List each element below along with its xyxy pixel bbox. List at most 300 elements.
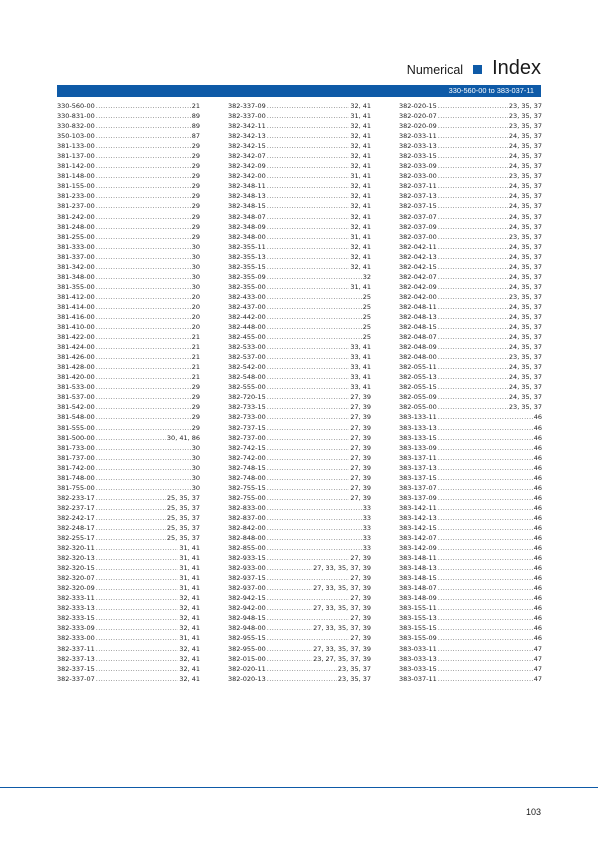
page-references: 21 [191,102,200,110]
dot-leader [267,201,350,211]
index-entry [57,563,200,573]
dot-leader [267,312,362,322]
part-number: 382-448-00 [228,323,266,332]
index-entry [399,513,542,523]
index-entry [399,171,542,181]
page-references: 32, 41 [350,212,371,221]
dot-leader [96,282,191,292]
part-number: 382-348-07 [228,212,266,221]
dot-leader [96,292,191,302]
index-entry [228,101,371,111]
index-entry [399,402,542,412]
page-references: 46 [533,604,542,613]
page-references: 32, 41 [350,182,371,191]
index-entry [57,453,200,463]
index-entry [228,392,371,402]
index-entry [399,443,542,453]
part-number: 382-048-13 [399,312,437,321]
dot-leader [267,292,362,302]
index-entry [228,583,371,593]
page-references: 30 [191,272,200,281]
dot-leader [96,352,191,362]
index-entry [399,312,542,322]
index-entry [228,161,371,171]
index-entry [228,191,371,201]
index-entry [399,523,542,533]
index-entry [399,543,542,553]
dot-leader [96,593,179,603]
page-references: 24, 35, 37 [508,242,542,251]
part-number: 382-033-00 [399,172,437,181]
dot-leader [267,352,350,362]
part-number: 382-337-11 [57,644,95,653]
index-entry [399,423,542,433]
dot-leader [267,322,362,332]
page-references: 33, 41 [350,353,371,362]
part-number: 382-048-15 [399,323,437,332]
index-entry [228,412,371,422]
dot-leader [438,302,508,312]
dot-leader [96,111,191,121]
part-number: 382-033-15 [399,152,437,161]
index-entry [399,664,542,674]
index-entry [57,252,200,262]
page-references: 46 [533,564,542,573]
dot-leader [267,603,312,613]
dot-leader [438,623,533,633]
page-references: 27, 39 [350,483,371,492]
part-number: 382-037-09 [399,222,437,231]
dot-leader [438,201,508,211]
part-number: 382-055-11 [399,363,437,372]
dot-leader [267,222,350,232]
index-entry [399,131,542,141]
index-entry [228,443,371,453]
page-references: 29 [191,413,200,422]
part-number: 382-037-07 [399,212,437,221]
page-references: 29 [191,383,200,392]
index-entry [228,181,371,191]
dot-leader [96,654,179,664]
index-entry [228,212,371,222]
page-references: 27, 33, 35, 37, 39 [313,564,371,573]
index-entry [57,111,200,121]
page-references: 30 [191,473,200,482]
index-entry [399,503,542,513]
dot-leader [267,282,350,292]
page-references: 47 [533,674,542,683]
index-entry [399,212,542,222]
part-number: 382-842-00 [228,523,266,532]
index-entry [228,402,371,412]
dot-leader [267,623,312,633]
part-number: 383-148-11 [399,554,437,563]
index-entry [228,573,371,583]
part-number: 382-755-00 [228,493,266,502]
index-entry [57,483,200,493]
dot-leader [96,232,191,242]
page-references: 27, 39 [350,594,371,603]
part-number: 382-333-09 [57,624,95,633]
dot-leader [438,503,533,513]
part-number: 382-033-09 [399,162,437,171]
part-number: 382-033-13 [399,142,437,151]
part-number: 382-720-15 [228,393,266,402]
part-number: 382-320-07 [57,574,95,583]
page-references: 31, 41 [179,544,200,553]
dot-leader [96,382,191,392]
dot-leader [96,613,179,623]
index-entry [57,141,200,151]
page-references: 27, 39 [350,413,371,422]
part-number: 382-333-15 [57,614,95,623]
part-number: 381-342-00 [57,262,95,271]
part-number: 382-355-00 [228,282,266,291]
dot-leader [96,583,179,593]
page-references: 46 [533,443,542,452]
page-references: 32, 41 [350,202,371,211]
dot-leader [96,553,179,563]
index-entry [57,513,200,523]
part-number: 381-337-00 [57,252,95,261]
page-references: 31, 41 [179,564,200,573]
dot-leader [96,674,179,684]
index-entry [57,543,200,553]
dot-leader [96,513,166,523]
part-number: 382-333-13 [57,604,95,613]
index-entry [57,171,200,181]
page-references: 33 [362,534,371,543]
page-references: 46 [533,634,542,643]
dot-leader [438,382,508,392]
part-number: 381-155-00 [57,182,95,191]
index-entry [57,473,200,483]
page-references: 24, 35, 37 [508,323,542,332]
dot-leader [96,473,191,483]
part-number: 381-533-00 [57,383,95,392]
page-references: 30 [191,252,200,261]
part-number: 381-133-00 [57,142,95,151]
index-entry [228,292,371,302]
index-entry [57,292,200,302]
index-entry [57,131,200,141]
index-entry [228,623,371,633]
index-header [407,52,541,80]
dot-leader [96,212,191,222]
part-number: 382-042-00 [399,292,437,301]
page-references: 32, 41 [350,142,371,151]
page-references: 32, 41 [350,122,371,131]
index-entry [228,302,371,312]
section-label: Numerical [406,63,464,77]
page-references: 24, 35, 37 [508,373,542,382]
page-references: 23, 27, 35, 37, 39 [313,654,371,663]
dot-leader [267,583,312,593]
part-number: 381-148-00 [57,172,95,181]
dot-leader [267,402,350,412]
index-entry [57,644,200,654]
index-entry [228,151,371,161]
dot-leader [438,563,533,573]
part-number: 382-320-13 [57,554,95,563]
part-number: 382-020-15 [399,102,437,110]
dot-leader [438,633,533,643]
index-entry [228,382,371,392]
part-number: 382-355-09 [228,272,266,281]
page-references: 46 [533,423,542,432]
part-number: 382-748-15 [228,463,266,472]
page-references: 20 [191,323,200,332]
dot-leader [267,232,350,242]
part-number: 383-142-15 [399,523,437,532]
dot-leader [96,302,191,312]
page-references: 20 [191,292,200,301]
part-number: 382-855-00 [228,544,266,553]
dot-leader [96,402,191,412]
dot-leader [96,252,191,262]
dot-leader [267,412,350,422]
part-number: 382-342-11 [228,122,266,131]
dot-leader [96,392,191,402]
dot-leader [438,483,533,493]
page-references: 27, 39 [350,453,371,462]
index-entry [399,352,542,362]
index-entry [228,553,371,563]
part-number: 383-142-09 [399,544,437,553]
dot-leader [267,553,350,563]
part-number: 382-055-15 [399,383,437,392]
index-entry [57,664,200,674]
page-references: 29 [191,403,200,412]
dot-leader [267,382,350,392]
part-number: 383-155-11 [399,604,437,613]
page-references: 24, 35, 37 [508,272,542,281]
page-references: 23, 35, 37 [508,112,542,121]
part-number: 382-355-13 [228,252,266,261]
dot-leader [96,362,191,372]
part-number: 381-410-00 [57,323,95,332]
page-references: 29 [191,142,200,151]
dot-leader [438,553,533,563]
dot-leader [438,151,508,161]
page-references: 21 [191,373,200,382]
page-references: 31, 41 [350,112,371,121]
page-title: Index [492,57,541,79]
page-references: 30 [191,262,200,271]
page-references: 23, 35, 37 [508,232,542,241]
part-number: 381-412-00 [57,292,95,301]
part-number: 381-500-00 [57,433,95,442]
part-number: 382-042-15 [399,262,437,271]
part-number: 382-055-09 [399,393,437,402]
part-number: 382-733-00 [228,413,266,422]
dot-leader [96,463,191,473]
part-number: 381-555-00 [57,423,95,432]
index-entry [57,533,200,543]
part-number: 382-337-13 [57,654,95,663]
part-number: 383-142-13 [399,513,437,522]
dot-leader [267,212,350,222]
page-references: 24, 35, 37 [508,162,542,171]
index-entry [228,252,371,262]
index-entry [57,101,200,111]
index-entry [399,473,542,483]
dot-leader [267,362,350,372]
part-number: 381-737-00 [57,453,95,462]
dot-leader [438,543,533,553]
dot-leader [96,262,191,272]
page-references: 24, 35, 37 [508,343,542,352]
page-references: 33 [362,523,371,532]
dot-leader [267,191,350,201]
dot-leader [267,171,350,181]
page-references: 27, 39 [350,493,371,502]
page-references: 29 [191,423,200,432]
page-references: 32, 41 [350,132,371,141]
part-number: 382-733-15 [228,403,266,412]
dot-leader [267,664,337,674]
index-entry [57,493,200,503]
part-number: 383-137-07 [399,483,437,492]
index-entry [399,412,542,422]
index-entry [228,352,371,362]
part-number: 382-237-17 [57,503,95,512]
page-references: 24, 35, 37 [508,252,542,261]
index-entry [228,533,371,543]
page-references: 32, 41 [350,222,371,231]
page-references: 24, 35, 37 [508,302,542,311]
page-references: 32, 41 [179,604,200,613]
index-entry [399,111,542,121]
page-references: 33, 41 [350,363,371,372]
index-entry [228,201,371,211]
dot-leader [438,141,508,151]
dot-leader [96,503,166,513]
dot-leader [438,473,533,483]
part-number: 382-337-07 [57,674,95,683]
part-number: 381-548-00 [57,413,95,422]
part-number: 383-037-11 [399,674,437,683]
index-entry [57,674,200,684]
range-bar [57,85,541,97]
part-number: 383-137-13 [399,463,437,472]
dot-leader [267,473,350,483]
page-references: 33, 41 [350,343,371,352]
page-references: 23, 35, 37 [337,674,371,683]
part-number: 382-337-00 [228,112,266,121]
dot-leader [438,423,533,433]
page-references: 30 [191,282,200,291]
page-references: 27, 33, 35, 37, 39 [313,644,371,653]
index-entry [399,252,542,262]
part-number: 382-933-00 [228,564,266,573]
page-references: 24, 35, 37 [508,222,542,231]
page-references: 32, 41 [350,152,371,161]
part-number: 382-242-17 [57,513,95,522]
part-number: 382-037-00 [399,232,437,241]
page-references: 27, 33, 35, 37, 39 [313,604,371,613]
index-entry [228,171,371,181]
part-number: 382-348-11 [228,182,266,191]
page-references: 46 [533,493,542,502]
page-references: 30 [191,443,200,452]
index-entry [228,121,371,131]
page-references: 30 [191,483,200,492]
dot-leader [96,664,179,674]
index-entry [57,523,200,533]
part-number: 381-428-00 [57,363,95,372]
part-number: 382-537-00 [228,353,266,362]
index-entry [228,503,371,513]
index-entry [57,553,200,563]
index-entry [399,453,542,463]
range-label: 330-560-00 to 383-037-11 [448,86,534,95]
page-references: 33 [362,544,371,553]
dot-leader [267,121,350,131]
page-references: 29 [191,182,200,191]
page-references: 25 [362,302,371,311]
page-references: 32 [362,272,371,281]
index-entry [228,372,371,382]
dot-leader [438,131,508,141]
page-references: 21 [191,343,200,352]
index-entry [399,644,542,654]
dot-leader [438,433,533,443]
index-entry [399,121,542,131]
index-entry [228,603,371,613]
part-number: 382-055-00 [399,403,437,412]
page-references: 23, 35, 37 [337,664,371,673]
dot-leader [438,171,508,181]
dot-leader [438,191,508,201]
index-entry [399,573,542,583]
dot-leader [96,272,191,282]
page-references: 33, 41 [350,373,371,382]
dot-leader [96,633,179,643]
dot-leader [267,181,350,191]
page-references: 29 [191,192,200,201]
dot-leader [267,543,362,553]
part-number: 383-142-11 [399,503,437,512]
dot-leader [267,423,350,433]
dot-leader [267,633,350,643]
index-entry [57,282,200,292]
page-references: 46 [533,433,542,442]
page-references: 24, 35, 37 [508,333,542,342]
part-number: 382-048-11 [399,302,437,311]
index-entry [57,402,200,412]
dot-leader [267,151,350,161]
page-references: 31, 41 [179,574,200,583]
index-entry [57,654,200,664]
part-number: 382-833-00 [228,503,266,512]
part-number: 382-333-00 [57,634,95,643]
dot-leader [267,463,350,473]
page-references: 29 [191,202,200,211]
dot-leader [96,372,191,382]
page-references: 46 [533,624,542,633]
index-entry [399,433,542,443]
part-number: 383-133-15 [399,433,437,442]
part-number: 383-148-15 [399,574,437,583]
index-entry [399,463,542,473]
index-entry [57,382,200,392]
page-references: 23, 35, 37 [508,122,542,131]
part-number: 383-033-15 [399,664,437,673]
index-entry [228,362,371,372]
part-number: 381-426-00 [57,353,95,362]
part-number: 382-555-00 [228,383,266,392]
